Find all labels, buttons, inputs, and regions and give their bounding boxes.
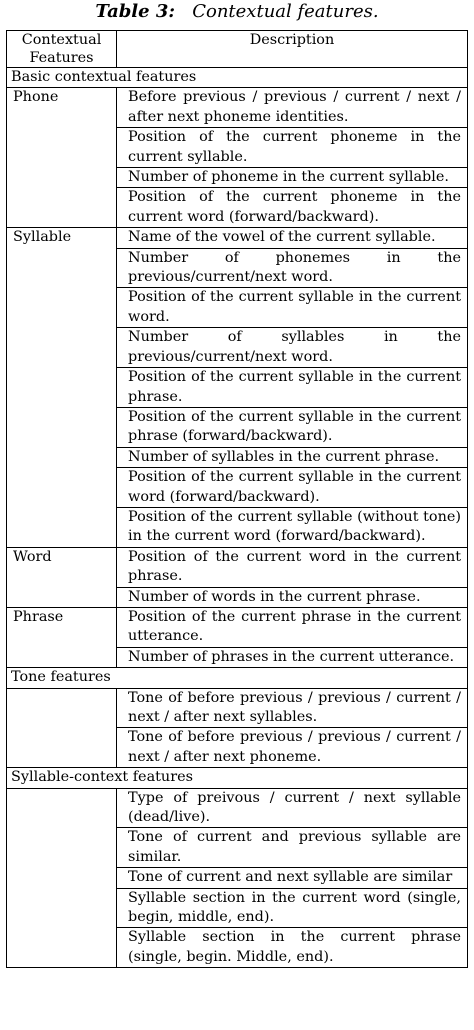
section-title: Syllable-context features: [7, 768, 468, 788]
feature-description: Number of syllables in the previous/current/next word.: [117, 328, 468, 368]
feature-description: Name of the vowel of the current syllable.: [117, 228, 468, 248]
table-row: [7, 88, 468, 128]
feature-description: Position of the current syllable in the current phrase (forward/backward).: [117, 407, 468, 447]
feature-description: Position of the current phoneme in the current syllable.: [117, 128, 468, 168]
header-description: Description: [117, 31, 468, 68]
feature-description: Position of the current phoneme in the current word (forward/backward).: [117, 188, 468, 228]
feature-description: Tone of before previous / previous / current / next / after next syllables.: [117, 688, 468, 728]
feature-description: Number of phonemes in the previous/current/next word.: [117, 248, 468, 288]
feature-description: Position of the current syllable in the current word.: [117, 288, 468, 328]
feature-description: Number of phoneme in the current syllable.: [117, 168, 468, 188]
section-row: [7, 668, 468, 688]
feature-description: Position of the current syllable in the current phrase.: [117, 368, 468, 408]
feature-category: Phone: [7, 88, 117, 228]
table-number: Table 3:: [95, 1, 176, 22]
feature-description: Syllable section in the current phrase (single, begin. Middle, end).: [117, 928, 468, 968]
feature-category: [7, 688, 117, 768]
table-row: [7, 688, 468, 728]
section-row: [7, 68, 468, 88]
feature-category: Word: [7, 547, 117, 607]
feature-description: Type of preivous / current / next syllable (dead/live).: [117, 788, 468, 828]
feature-description: Tone of before previous / previous / current / next / after next phoneme.: [117, 728, 468, 768]
table-title: Contextual features.: [192, 1, 379, 22]
table-row: [7, 788, 468, 828]
feature-category: Syllable: [7, 228, 117, 548]
table-body: [7, 68, 468, 968]
header-col1-line2: Features: [29, 50, 94, 66]
section-row: [7, 768, 468, 788]
feature-description: Number of syllables in the current phrase.: [117, 447, 468, 467]
section-title: Basic contextual features: [7, 68, 468, 88]
feature-description: Position of the current phrase in the current utterance.: [117, 607, 468, 647]
contextual-features-table: [6, 30, 468, 968]
feature-description: Number of words in the current phrase.: [117, 587, 468, 607]
header-contextual-features: [7, 31, 117, 68]
table-row: [7, 228, 468, 248]
table-row: [7, 547, 468, 587]
header-col1-line1: Contextual: [21, 32, 102, 48]
header-row: [7, 31, 468, 68]
feature-category: Phrase: [7, 607, 117, 667]
feature-category: [7, 788, 117, 968]
section-title: Tone features: [7, 668, 468, 688]
feature-description: Tone of current and previous syllable are similar.: [117, 828, 468, 868]
table-caption: [0, 0, 474, 30]
feature-description: Position of the current syllable in the current word (forward/backward).: [117, 468, 468, 508]
table-row: [7, 607, 468, 647]
feature-description: Syllable section in the current word (single, begin, middle, end).: [117, 888, 468, 928]
feature-description: Number of phrases in the current utterance.: [117, 647, 468, 667]
feature-description: Position of the current word in the current phrase.: [117, 547, 468, 587]
feature-description: Position of the current syllable (without tone) in the current word (forward/backward).: [117, 507, 468, 547]
feature-description: Before previous / previous / current / next / after next phoneme identities.: [117, 88, 468, 128]
feature-description: Tone of current and next syllable are similar: [117, 868, 468, 888]
